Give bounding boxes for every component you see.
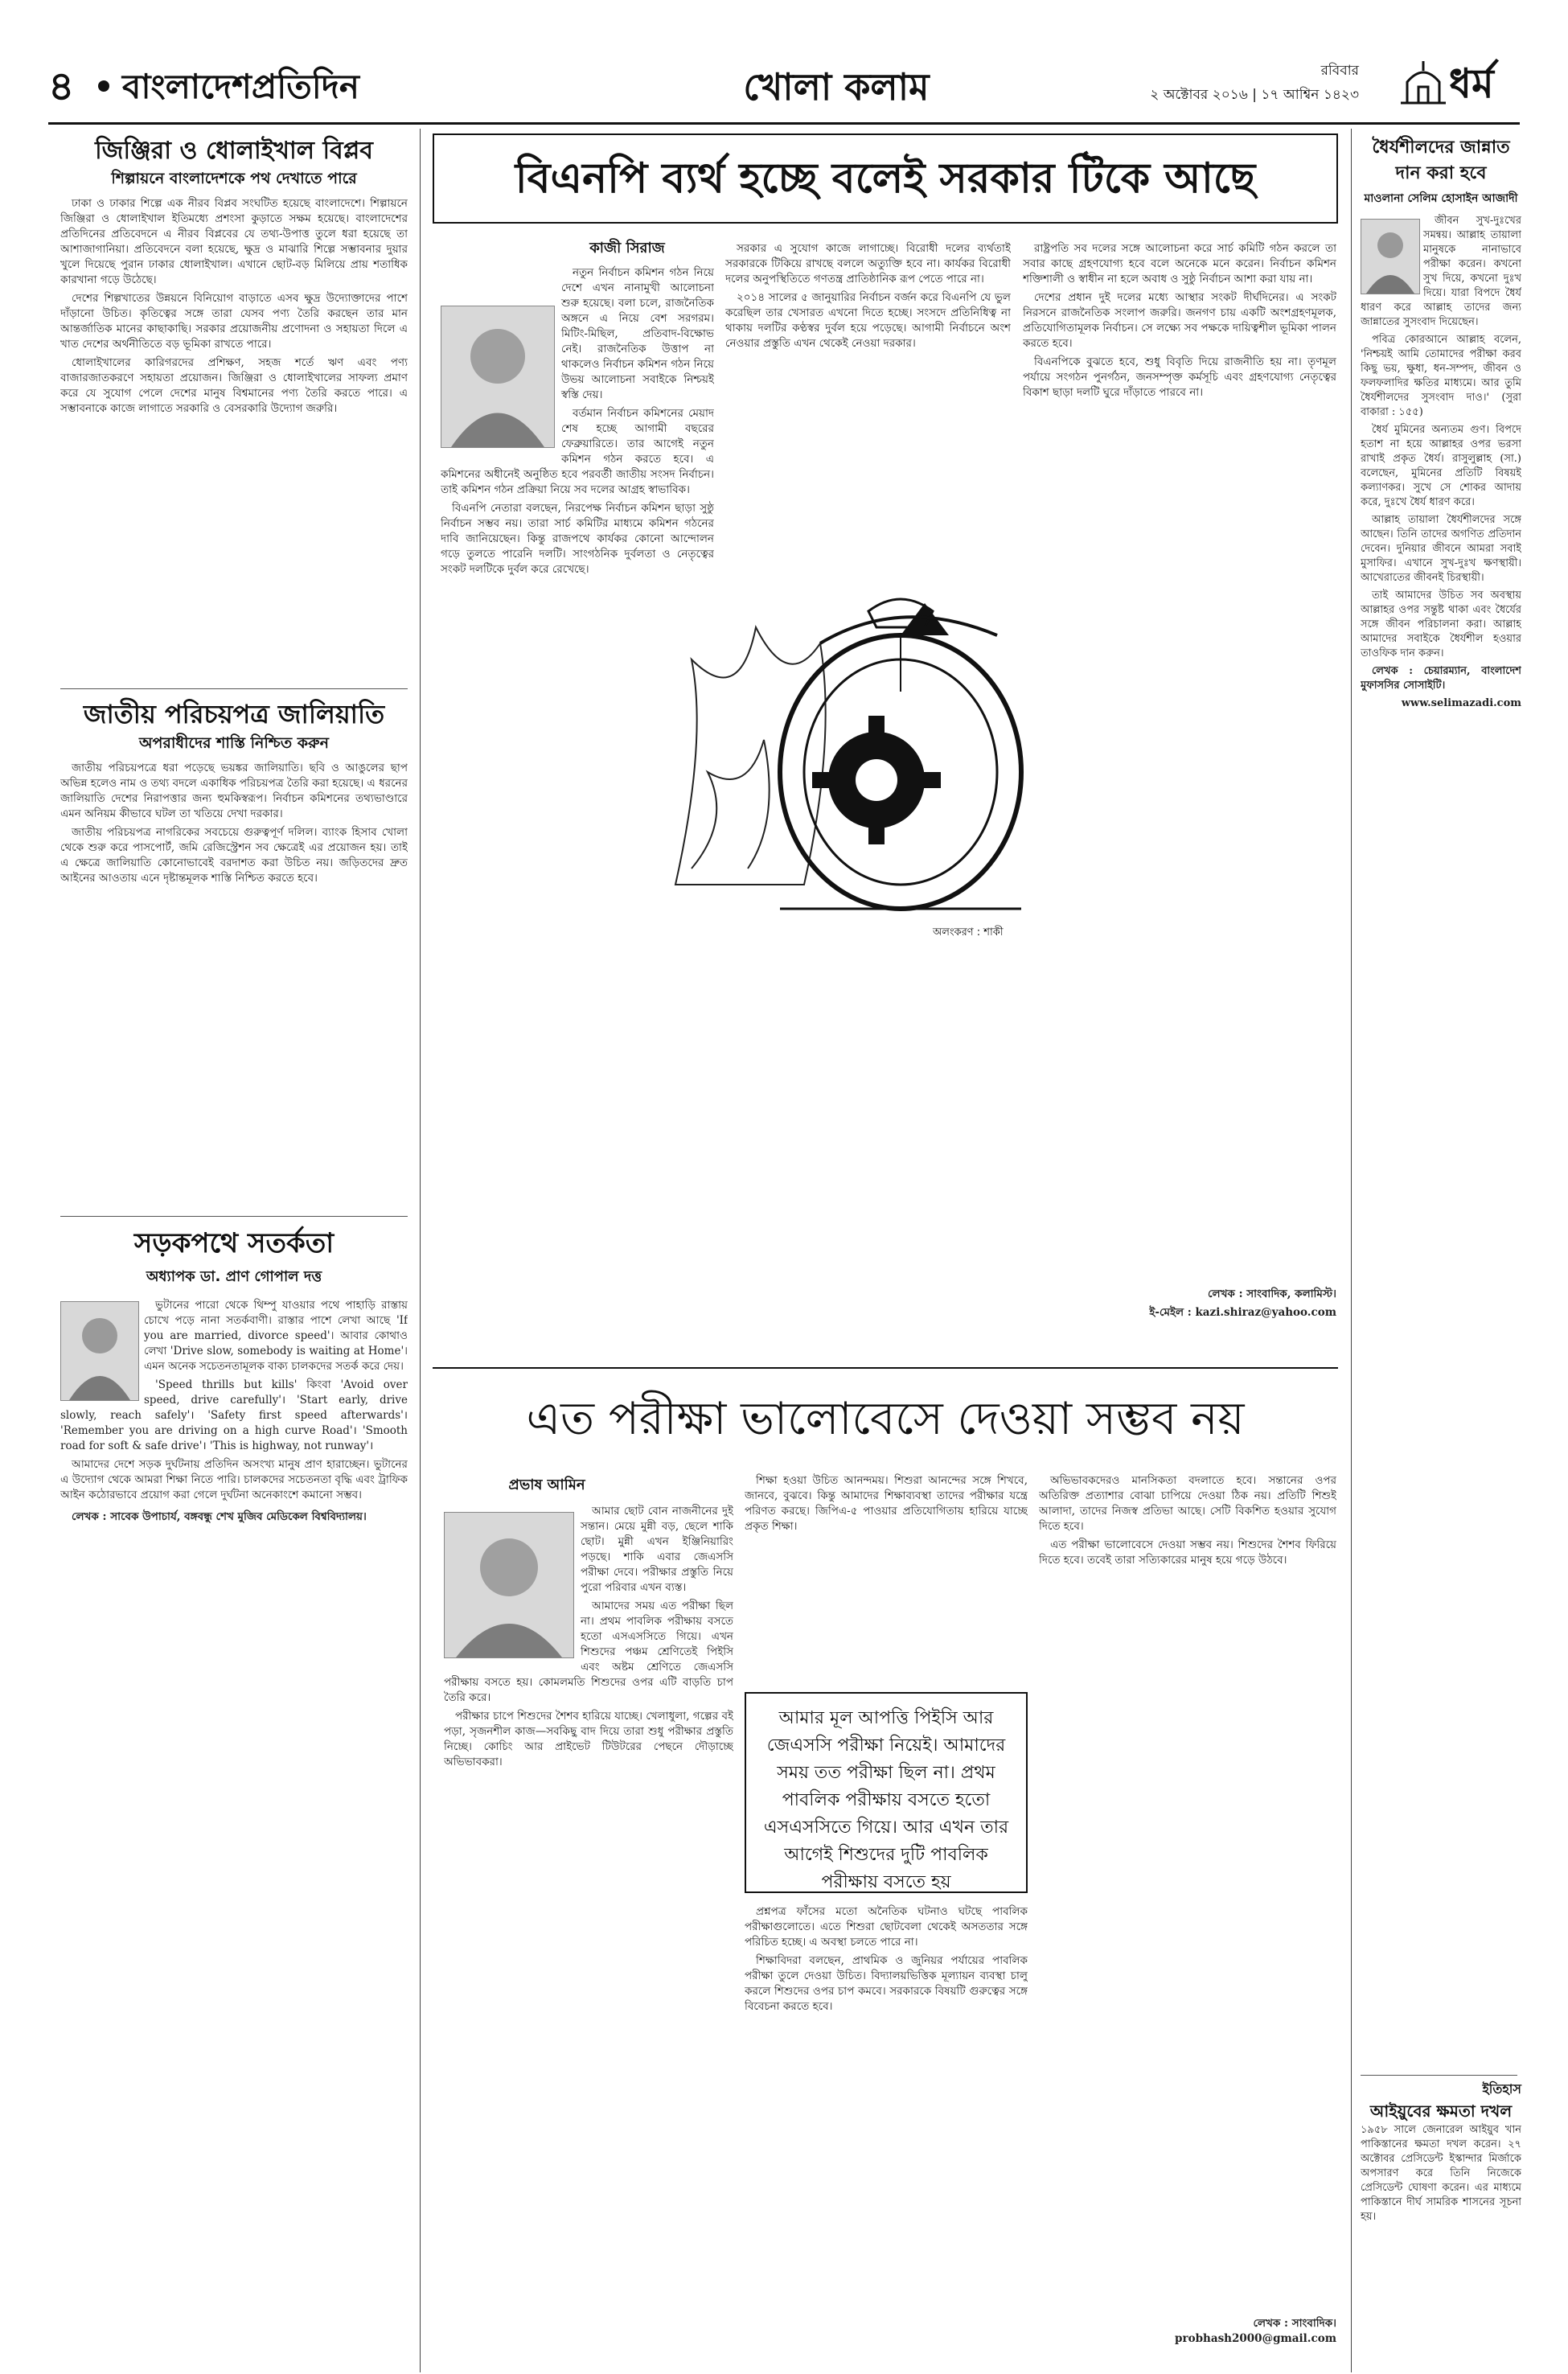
paragraph: জাতীয় পরিচয়পত্রে ধরা পড়েছে ভয়ঙ্কর জালিয়াতি। ছবি ও আঙুলের ছাপ অভিন্ন হলেও নাম ও তথ্য বদলে একাধিক পরিচয়পত্র তৈরি করা হয়েছে। এ ধরনের জালিয়াতি দেশের নিরাপত্তার জন্য হুমকিস্বরূপ। নির্বাচন কমিশনের তথ্যভাণ্ডারে এমন অনিয়ম কীভাবে ঘটল তা খতিয়ে দেখা দরকার। (60, 762, 408, 820)
masthead (48, 58, 1520, 121)
paragraph: এত পরীক্ষা ভালোবেসে দেওয়া সম্ভব নয়। শিশুদের শৈশব ফিরিয়ে দিতে হবে। তবেই তারা সত্যিকারের মানুষ হয়ে গড়ে উঠবে। (1039, 1538, 1336, 1567)
author-note: লেখক : সাংবাদিক। (1253, 2317, 1336, 2330)
history-label: ইতিহাস (1482, 2081, 1521, 2097)
article-body (60, 1298, 408, 2335)
top-headline: বিএনপি ব্যর্থ হচ্ছে বলেই সরকার টিকে আছে (515, 154, 1256, 203)
author-photo (60, 1301, 139, 1401)
bottom-headline: এত পরীক্ষা ভালোবেসে দেওয়া সম্ভব নয় (526, 1393, 1245, 1445)
left-article-3 (60, 1224, 408, 2335)
top-headline-box (433, 133, 1338, 224)
bullet-icon (98, 80, 109, 92)
left-article-1 (60, 135, 408, 647)
author-footer: লেখক : চেয়ারম্যান, বাংলাদেশ মুফাসসির সোসাইটি। (1361, 665, 1521, 692)
top-article-col2 (725, 241, 1011, 579)
paper-logo: বাংলাদেশপ্রতিদিন (122, 67, 359, 106)
author-footer: লেখক : সাবেক উপাচার্য, বঙ্গবন্ধু শেখ মুজিব মেডিকেল বিশ্ববিদ্যালয়। (72, 1510, 367, 1523)
section-title: খোলা কলাম (743, 65, 930, 109)
right-article-2 (1361, 2080, 1521, 2356)
bottom-headline-area (433, 1377, 1338, 1465)
article-title: জিঞ্জিরা ও ধোলাইখাল বিপ্লব (95, 137, 373, 165)
paragraph: নতুন নির্বাচন কমিশন গঠন নিয়ে দেশে এখন নানামুখী আলোচনা শুরু হয়েছে। বলা চলে, রাজনৈতিক অঙ্গনে এ নিয়ে বেশ সরগরম। মিটিং-মিছিল, প্রতিবাদ-বিক্ষোভ নেই। রাজনৈতিক উত্তাপ না থাকলেও নির্বাচন কমিশন গঠন নিয়ে উভয় আলোচনা সবাইকে নিশ্চয়ই স্বস্তি দেয়। (561, 266, 714, 401)
top-article-col3 (1023, 241, 1336, 1279)
paragraph: রাষ্ট্রপতি সব দলের সঙ্গে আলোচনা করে সার্চ কমিটি গঠন করলে তা সবার কাছে গ্রহণযোগ্য হবে বলে অনেকে মনে করেন। নির্বাচন কমিশন শক্তিশালী ও স্বাধীন না হলে অবাধ ও সুষ্ঠু নির্বাচন আশা করা যায় না। (1023, 242, 1336, 285)
bottom-article-notes (1039, 2316, 1336, 2347)
article-body (1361, 214, 1521, 1951)
paragraph: ভুটানের পারো থেকে থিম্পু যাওয়ার পথে পাহাড়ি রাস্তায় চোখে পড়ে নানা সতর্কবাণী। রাস্তার পাশে লেখা আছে 'If you are married, divorce speed'। আবার কোথাও লেখা 'Drive slow, somebody is waiting at Home'। এমন অনেক সচেতনতামূলক বাক্য চালকদের সতর্ক করে দেয়। (144, 1299, 408, 1373)
paragraph: ধৈর্য মুমিনের অন্যতম গুণ। বিপদে হতাশ না হয়ে আল্লাহর ওপর ভরসা রাখাই প্রকৃত ধৈর্য। রাসুলুল্লাহ (সা.) বলেছেন, মুমিনের প্রতিটি বিষয়ই কল্যাণকর। সুখে সে শোকর আদায় করে, দুঃখে ধৈর্য ধারণ করে। (1361, 424, 1521, 508)
paragraph: দেশের প্রধান দুই দলের মধ্যে আস্থার সংকট দীর্ঘদিনের। এ সংকট নিরসনে রাজনৈতিক সংলাপ জরুরি। জনগণ চায় একটি অংশগ্রহণমূলক, প্রতিযোগিতামূলক নির্বাচন। সে লক্ষ্যে সব পক্ষকে দায়িত্বশীল ভূমিকা পালন করতে হবে। (1023, 291, 1336, 350)
paragraph: আমাদের সময় এত পরীক্ষা ছিল না। প্রথম পাবলিক পরীক্ষায় বসতে হতো এসএসসিতে গিয়ে। এখন শিশুদের পঞ্চম শ্রেণিতেই পিইসি এবং অষ্টম শ্রেণিতে জেএসসি পরীক্ষায় বসতে হয়। কোমলমতি শিশুদের ওপর এটি বাড়তি চাপ তৈরি করে। (444, 1600, 733, 1704)
paragraph: ঢাকা ও ঢাকার শিল্পে এক নীরব বিপ্লব সংঘটিত হয়েছে বাংলাদেশে। শিল্পায়নে জিঞ্জিরা ও ধোলাইখাল ইতিমধ্যে প্রশংসা কুড়াতে সক্ষম হয়েছে। বাংলাদেশের প্রতিদিনের প্রতিবেদনে এ নীরব বিপ্লবের যে তথ্য-উপাত্ত তুলে ধরা হয়েছে তা আশাজাগানিয়া। প্রতিবেদনে বলা হয়েছে, ক্ষুদ্র ও মাঝারি শিল্পে সম্ভাবনার দুয়ার খুলে দিয়েছে পুরান ঢাকার ধোলাইখাল। এখানে ছোট-বড় মিলিয়ে প্রায় শতাধিক কারখানা গড়ে উঠেছে। (60, 197, 408, 286)
article-subtitle: অপরাধীদের শাস্তি নিশ্চিত করুন (139, 734, 329, 752)
article-author: অধ্যাপক ডা. প্রাণ গোপাল দত্ত (146, 1268, 322, 1285)
right-rule (1361, 2075, 1517, 2076)
paragraph: বিএনপি নেতারা বলছেন, নিরপেক্ষ নির্বাচন কমিশন ছাড়া সুষ্ঠু নির্বাচন সম্ভব নয়। তারা সার্চ কমিটির মাধ্যমে কমিশন গঠনের দাবি জানিয়েছেন। কিন্তু রাজপথে কার্যকর কোনো আন্দোলন গড়ে তুলতে পারেনি দলটি। সাংগঠনিক দুর্বলতা ও নেতৃত্বের সংকট দলটিকে দুর্বল করে রেখেছে। (441, 502, 714, 576)
right-section-title: ধর্ম (1449, 60, 1494, 107)
paragraph: শিক্ষা হওয়া উচিত আনন্দময়। শিশুরা আনন্দের সঙ্গে শিখবে, জানবে, বুঝবে। কিন্তু আমাদের শিক্ষাব্যবস্থা তাদের পরীক্ষার যন্ত্রে পরিণত করছে। জিপিএ-৫ পাওয়ার প্রতিযোগিতায় হারিয়ে যাচ্ছে প্রকৃত শিক্ষা। (745, 1474, 1028, 1533)
paragraph: আল্লাহ তায়ালা ধৈর্যশীলদের সঙ্গে আছেন। তিনি তাদের অগণিত প্রতিদান দেবেন। দুনিয়ার জীবনে আমরা সবাই মুসাফির। এখানে সুখ-দুঃখ ক্ষণস্থায়ী। আখেরাতের জীবনই চিরস্থায়ী। (1361, 514, 1521, 584)
author-website: www.selimazadi.com (1401, 697, 1521, 709)
paragraph: ধোলাইখালের কারিগরদের প্রশিক্ষণ, সহজ শর্তে ঋণ এবং পণ্য বাজারজাতকরণে সহায়তা প্রয়োজন। জিঞ্জিরা ও ধোলাইখালের সাফল্য প্রমাণ করে যে সুযোগ পেলে দেশের মানুষ বিশ্বমানের পণ্য তৈরি করতে পারে। এ সম্ভাবনাকে কাজে লাগাতে সরকারি ও বেসরকারি উদ্যোগ জরুরি। (60, 356, 408, 415)
left-rule-1 (60, 688, 408, 689)
masthead-rule (48, 122, 1520, 125)
bottom-article-col2b (745, 1904, 1028, 2355)
paragraph: পবিত্র কোরআনে আল্লাহ বলেন, 'নিশ্চয়ই আমি তোমাদের পরীক্ষা করব কিছু ভয়, ক্ষুধা, ধন-সম্পদ, জীবন ও ফলফলাদির ক্ষতির মাধ্যমে। আর তুমি ধৈর্যশীলদের সুসংবাদ দাও।' (সুরা বাকারা : ১৫৫) (1361, 334, 1521, 418)
bottom-article-col3 (1039, 1473, 1336, 2310)
article-title: ধৈর্যশীলদের জান্নাত দান করা হবে (1372, 138, 1510, 183)
bottom-byline: প্রভাষ আমিন (508, 1477, 585, 1493)
article-title: আইয়ুবের ক্ষমতা দখল (1369, 2101, 1513, 2121)
paragraph: জাতীয় পরিচয়পত্র নাগরিকের সবচেয়ে গুরুত্বপূর্ণ দলিল। ব্যাংক হিসাব খোলা থেকে শুরু করে পাসপোর্ট, জমি রেজিস্ট্রেশন সব ক্ষেত্রেই এর প্রয়োজন হয়। তাই এ ক্ষেত্রে জালিয়াতি কোনোভাবেই বরদাশত করা উচিত নয়। জড়িতদের দ্রুত আইনের আওতায় এনে দৃষ্টান্তমূলক শাস্তি নিশ্চিত করতে হবে। (60, 826, 408, 885)
right-article-1 (1361, 135, 1521, 1951)
author-note: লেখক : সাংবাদিক, কলামিস্ট। (1208, 1288, 1336, 1300)
top-article-notes (1023, 1287, 1336, 1324)
top-byline: কাজী সিরাজ (589, 240, 665, 257)
paragraph: দেশের শিল্পখাতের উন্নয়নে বিনিয়োগ বাড়াতে এসব ক্ষুদ্র উদ্যোক্তাদের পাশে দাঁড়ানো উচিত। কৃতিত্বের সঙ্গে তারা যেসব পণ্য তৈরি করছেন তার মান আন্তর্জাতিক মানের কাছাকাছি। সরকার প্রয়োজনীয় প্রণোদনা ও সহায়তা দিলে এ খাত দেশের অর্থনীতিতে বড় ভূমিকা রাখতে পারে। (60, 292, 408, 351)
left-article-2 (60, 696, 408, 1227)
paragraph: আমাদের দেশে সড়ক দুর্ঘটনায় প্রতিদিন অসংখ্য মানুষ প্রাণ হারাচ্ছেন। ভুটানের এ উদ্যোগ থেকে আমরা শিক্ষা নিতে পারি। চালকদের সচেতনতা বৃদ্ধি এবং ট্রাফিক আইন কঠোরভাবে প্রয়োগ করা গেলে দুর্ঘটনা অনেকাংশে কমানো সম্ভব। (60, 1458, 408, 1501)
paragraph: জীবন সুখ-দুঃখের সমন্বয়। আল্লাহ তায়ালা মানুষকে নানাভাবে পরীক্ষা করেন। কখনো সুখ দিয়ে, কখনো দুঃখ দিয়ে। যারা বিপদে ধৈর্য ধারণ করে আল্লাহ তাদের জন্য জান্নাতের সুসংবাদ দিয়েছেন। (1361, 215, 1521, 328)
author-photo-right (1361, 219, 1420, 294)
bottom-article-col1 (444, 1504, 733, 2348)
author-email: ই-মেইল : kazi.shiraz@yahoo.com (1149, 1306, 1336, 1319)
paragraph: পরীক্ষার চাপে শিশুদের শৈশব হারিয়ে যাচ্ছে। খেলাধুলা, গল্পের বই পড়া, সৃজনশীল কাজ—সবকিছু বাদ দিয়ে তারা শুধু পরীক্ষার প্রস্তুতি নিচ্ছে। কোচিং আর প্রাইভেট টিউটরের পেছনে দৌড়াচ্ছে অভিভাবকরা। (444, 1710, 733, 1768)
paragraph: 'Speed thrills but kills' কিংবা 'Avoid over speed, drive carefully'। 'Start early, drive slowly, reach safely'। 'Safety first speed afterwards'। 'Remember you are driving on a high curve Road'। 'Smooth road for soft & safe drive'। 'This is highway, not runway'। (60, 1378, 408, 1452)
left-rule-2 (60, 1216, 408, 1217)
article-body: ১৯৫৮ সালে জেনারেল আইয়ুব খান পাকিস্তানের ক্ষমতা দখল করেন। ২৭ অক্টোবর প্রেসিডেন্ট ইস্কান্দার মির্জাকে অপসারণ করে তিনি নিজেকে প্রেসিডেন্ট ঘোষণা করেন। এর মাধ্যমে পাকিস্তানে দীর্ঘ সামরিক শাসনের সূচনা হয়। (1361, 2124, 1521, 2223)
center-rule (433, 1367, 1338, 1369)
cartoon-illustration (659, 579, 1061, 945)
article-author: মাওলানা সেলিম হোসাইন আজাদী (1364, 192, 1518, 205)
date-line: ২ অক্টোবর ২০১৬ | ১৭ আশ্বিন ১৪২৩ (1150, 87, 1359, 103)
paragraph: বর্তমান নির্বাচন কমিশনের মেয়াদ শেষ হচ্ছে আগামী বছরের ফেব্রুয়ারিতে। তার আগেই নতুন কমিশন গঠন করতে হবে। এ কমিশনের অধীনেই অনুষ্ঠিত হবে পরবর্তী জাতীয় সংসদ নির্বাচন। তাই কমিশন গঠন প্রক্রিয়া নিয়ে সব দলের আগ্রহ স্বাভাবিক। (441, 407, 714, 496)
page-number: ৪ (48, 63, 75, 109)
mosque-icon (1399, 58, 1447, 106)
paragraph: প্রশ্নপত্র ফাঁসের মতো অনৈতিক ঘটনাও ঘটছে পাবলিক পরীক্ষাগুলোতে। এতে শিশুরা ছোটবেলা থেকেই অসততার সঙ্গে পরিচিত হচ্ছে। এ অবস্থা চলতে পারে না। (745, 1905, 1028, 1949)
paragraph: আমার ছোট বোন নাজনীনের দুই সন্তান। মেয়ে মুন্নী বড়, ছেলে শাকি ছোট। মুন্নী এখন ইঞ্জিনিয়ারিং পড়ছে। শাকি এবার জেএসসি পরীক্ষা দেবে। পরীক্ষার প্রস্তুতি নিয়ে পুরো পরিবার এখন ব্যস্ত। (581, 1505, 733, 1594)
paragraph: ২০১৪ সালের ৫ জানুয়ারির নির্বাচন বর্জন করে বিএনপি যে ভুল করেছিল তার খেসারত এখনো দিতে হচ্ছে। সংসদে প্রতিনিধিত্ব না থাকায় দলটির কণ্ঠস্বর দুর্বল হয়ে পড়েছে। আগামী নির্বাচনে অংশ নেওয়ার প্রস্তুতি এখন থেকেই নেওয়া দরকার। (725, 291, 1011, 350)
article-title: জাতীয় পরিচয়পত্র জালিয়াতি (83, 699, 385, 729)
paragraph: সরকার এ সুযোগ কাজে লাগাচ্ছে। বিরোধী দলের ব্যর্থতাই সরকারকে টিকিয়ে রাখছে বললে অত্যুক্তি হবে না। কার্যকর বিরোধী দলের অনুপস্থিতিতে গণতন্ত্র প্রাতিষ্ঠানিক রূপ পেতে পারে না। (725, 242, 1011, 285)
author-email: probhash2000@gmail.com (1175, 2332, 1336, 2345)
article-title: সড়কপথে সতর্কতা (133, 1227, 335, 1259)
cartoon-credit: অলংকরণ : শাকী (933, 925, 1004, 942)
paragraph: শিক্ষাবিদরা বলছেন, প্রাথমিক ও জুনিয়র পর্যায়ের পাবলিক পরীক্ষা তুলে দেওয়া উচিত। বিদ্যালয়ভিত্তিক মূল্যায়ন ব্যবস্থা চালু করলে শিশুদের ওপর চাপ কমবে। সরকারকে বিষয়টি গুরুত্বের সঙ্গে বিবেচনা করতে হবে। (745, 1954, 1028, 2013)
article-body (60, 196, 408, 647)
paragraph: অভিভাবকদেরও মানসিকতা বদলাতে হবে। সন্তানের ওপর অতিরিক্ত প্রত্যাশার বোঝা চাপিয়ে দেওয়া ঠিক নয়। প্রতিটি শিশুই আলাদা, তাদের নিজস্ব প্রতিভা আছে। সেটি বিকশিত হওয়ার সুযোগ দিতে হবে। (1039, 1474, 1336, 1533)
article-subtitle: শিল্পায়নে বাংলাদেশকে পথ দেখাতে পারে (111, 170, 357, 187)
paragraph: বিএনপিকে বুঝতে হবে, শুধু বিবৃতি দিয়ে রাজনীতি হয় না। তৃণমূল পর্যায়ে সংগঠন পুনর্গঠন, জনসম্পৃক্ত কর্মসূচি এবং গ্রহণযোগ্য নেতৃত্বের বিকাশ ছাড়া দলটি ঘুরে দাঁড়াতে পারবে না। (1023, 355, 1336, 399)
divider-left (420, 129, 421, 2372)
paragraph: তাই আমাদের উচিত সব অবস্থায় আল্লাহর ওপর সন্তুষ্ট থাকা এবং ধৈর্যের সঙ্গে জীবন পরিচালনা করা। আল্লাহ আমাদের সবাইকে ধৈর্যশীল হওয়ার তাওফিক দান করুন। (1361, 589, 1521, 659)
article-body (60, 761, 408, 1227)
day-label: রবিবার (1320, 63, 1359, 79)
bottom-article-col2 (745, 1473, 1028, 1682)
divider-right (1351, 129, 1352, 2372)
pull-quote: আমার মূল আপত্তি পিইসি আর জেএসসি পরীক্ষা নিয়েই। আমাদের সময় তত পরীক্ষা ছিল না। প্রথম পাবলিক পরীক্ষায় বসতে হতো এসএসসিতে গিয়ে। আর এখন তার আগেই শিশুদের দুটি পাবলিক পরীক্ষায় বসতে হয় (745, 1692, 1028, 1893)
